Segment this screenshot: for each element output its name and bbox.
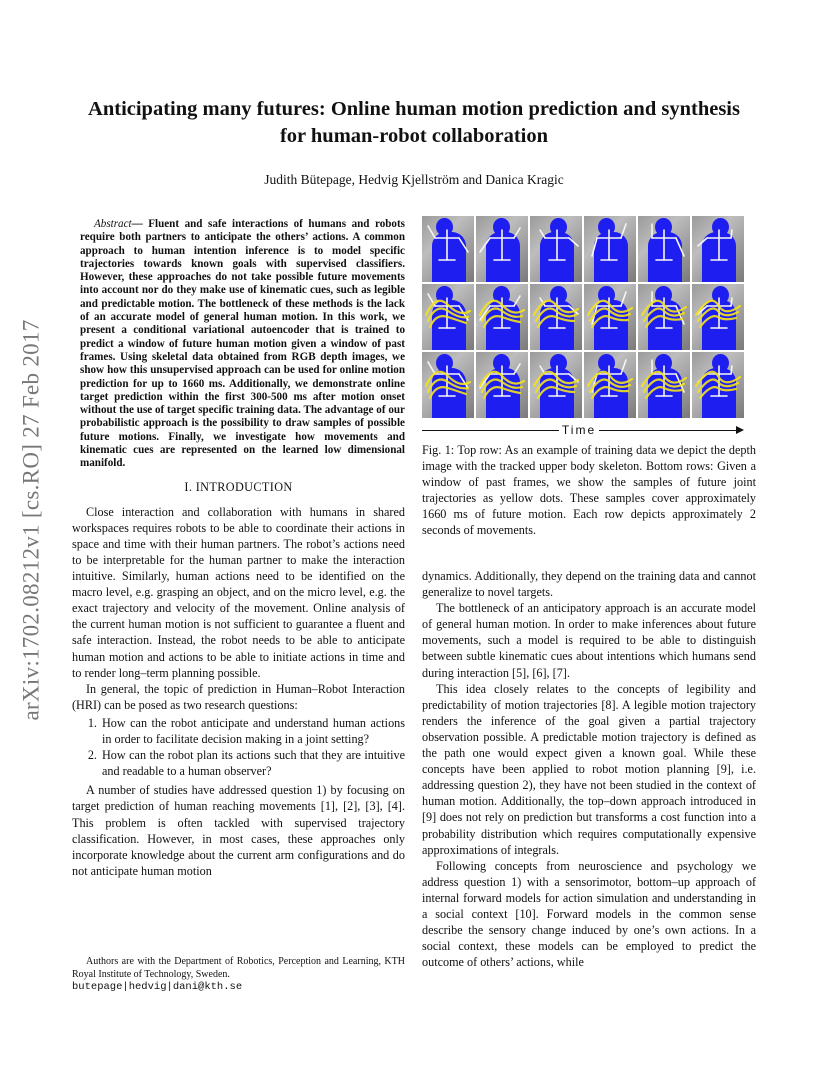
body-paragraph: dynamics. Additionally, they depend on the training data and cannot generalize to novel targets. <box>422 569 756 600</box>
footnote-affiliation: Authors are with the Department of Robotics, Perception and Learning, KTH Royal Institute of Technology, Sweden. <box>72 956 405 980</box>
paper-title: Anticipating many futures: Online human motion prediction and synthesis for human-robot collaboration <box>88 98 740 147</box>
training-frame <box>476 216 528 282</box>
figure-image-grid <box>422 216 744 418</box>
body-paragraph: A number of studies have addressed question 1) by focusing on target prediction of human reaching movements [1], [2], [3], [4]. This problem is often tackled with supervised trajectory classification. However, in most cases, these approaches only incorporate knowledge about the current arm configurations and do not anticipate human motion <box>72 783 405 878</box>
prediction-frame <box>422 284 474 350</box>
prediction-frame <box>476 284 528 350</box>
footnote-emails: butepage|hedvig|dani@kth.se <box>72 981 243 993</box>
prediction-frame <box>584 284 636 350</box>
abstract-text: — Fluent and safe interactions of humans and robots require both partners to anticipate the others’ actions. A common approach to human intention inference is to model specific trajectories towards known goals with supervised classifiers. However, these approaches do not take possible future movements into account nor do they make use of kinematic cues, such as legible and predictable motion. The bottleneck of these methods is the lack of an accurate model of general human motion. In this work, we present a conditional variational autoencoder that is trained to predict a window of future human motion given a window of past frames. Using skeletal data obtained from RGB depth images, we show how this unsupervised approach can be used for online motion prediction for up to 1660 ms. Additionally, we demonstrate online target prediction within the first 300-500 ms after motion onset without the use of target specific training data. The advantage of our probabilistic approach is the possibility to draw samples of possible future motions. Finally, we investigate how movements and kinematic cues are represented on the learned low dimensional manifold. <box>80 218 405 470</box>
abstract <box>72 218 405 471</box>
prediction-frame <box>422 352 474 418</box>
prediction-frame <box>530 352 582 418</box>
right-column <box>422 568 756 970</box>
body-paragraph: In general, the topic of prediction in Human–Robot Interaction (HRI) can be posed as two research questions: <box>72 681 405 712</box>
figure-1 <box>422 216 756 539</box>
time-axis-line-left <box>422 430 559 431</box>
training-frame <box>638 216 690 282</box>
body-paragraph: The bottleneck of an anticipatory approach is an accurate model of general human motion. In order to make inferences about future movements, such a model is required to be able to distinguish between subtle kinematic cues about intentions which humans send during interaction [5], [6], [7]. <box>422 601 756 680</box>
prediction-frame <box>638 352 690 418</box>
prediction-frame <box>476 352 528 418</box>
time-axis-line-right <box>599 430 736 431</box>
research-questions-list <box>72 715 405 779</box>
section-heading-introduction: I. INTRODUCTION <box>184 479 293 494</box>
training-frame <box>584 216 636 282</box>
body-paragraph: Following concepts from neuroscience and psychology we address question 1) with a sensorimotor, bottom–up approach of internal forward models for action simulation and understanding in a social context [10]. Forward models in the common sense describe the sensory change induced by one’s own actions. In a social context, these models can be employed to predict the outcome of others’ actions, while <box>422 858 756 970</box>
research-question-2: 2. How can the robot plan its actions such that they are intuitive and readable to a human observer? <box>100 747 405 779</box>
arxiv-identifier <box>10 270 54 770</box>
figure-caption: Fig. 1: Top row: As an example of training data we depict the depth image with the tracked upper body skeleton. Bottom rows: Given a window of past frames, we show the samples of future joint trajectories as yellow dots. These samples cover approximately 1660 ms of future motion. Each row depicts approximately 2 seconds of movements. <box>422 443 756 538</box>
time-arrow-icon <box>736 426 744 434</box>
training-frame <box>692 216 744 282</box>
author-footnote <box>72 955 405 994</box>
prediction-frame <box>692 352 744 418</box>
time-axis <box>422 423 744 437</box>
research-question-1: 1. How can the robot anticipate and understand human actions in order to facilitate decision making in a joint setting? <box>100 715 405 747</box>
body-paragraph: Close interaction and collaboration with humans in shared workspaces requires robots to be able to coordinate their actions in space and time with their human partners. The robot’s actions need to be interpretable for the human partner to make the interaction intuitive. Similarly, human actions need to be identified on the macro level, e.g. grasping an object, and on the micro level, e.g. the exact trajectory and velocity of the movement. Online analysis of the current human motion is not sufficient to guarantee a fluent and safe interaction. Instead, the robot needs to be able to anticipate human motion and actions to be able to initiate actions in time and to render long–term planning possible. <box>72 504 405 680</box>
abstract-label: Abstract <box>94 218 132 230</box>
left-column <box>72 218 405 879</box>
prediction-frame <box>692 284 744 350</box>
time-axis-label: Time <box>561 423 597 437</box>
training-frame <box>530 216 582 282</box>
prediction-frame <box>638 284 690 350</box>
prediction-frame <box>530 284 582 350</box>
prediction-frame <box>584 352 636 418</box>
arxiv-id-text: arXiv:1702.08212v1 [cs.RO] 27 Feb 2017 <box>19 319 44 721</box>
body-paragraph: This idea closely relates to the concepts of legibility and predictability of motion trajectories [8]. A legible motion trajectory renders the inference of the goal given a partial trajectory observation possible. A predictable motion trajectory is defined as the path one would expect given a known goal. While these concepts have been applied to robot motion planning [9], i.e. addressing question 2), they have not been studied in the context of human motion. Additionally, the top–down approach introduced in [9] does not rely on prediction but transforms a cost function into a probability distribution which requires computationally expensive approximations of integrals. <box>422 681 756 857</box>
training-frame <box>422 216 474 282</box>
paper-authors: Judith Bütepage, Hedvig Kjellström and Danica Kragic <box>264 172 564 187</box>
